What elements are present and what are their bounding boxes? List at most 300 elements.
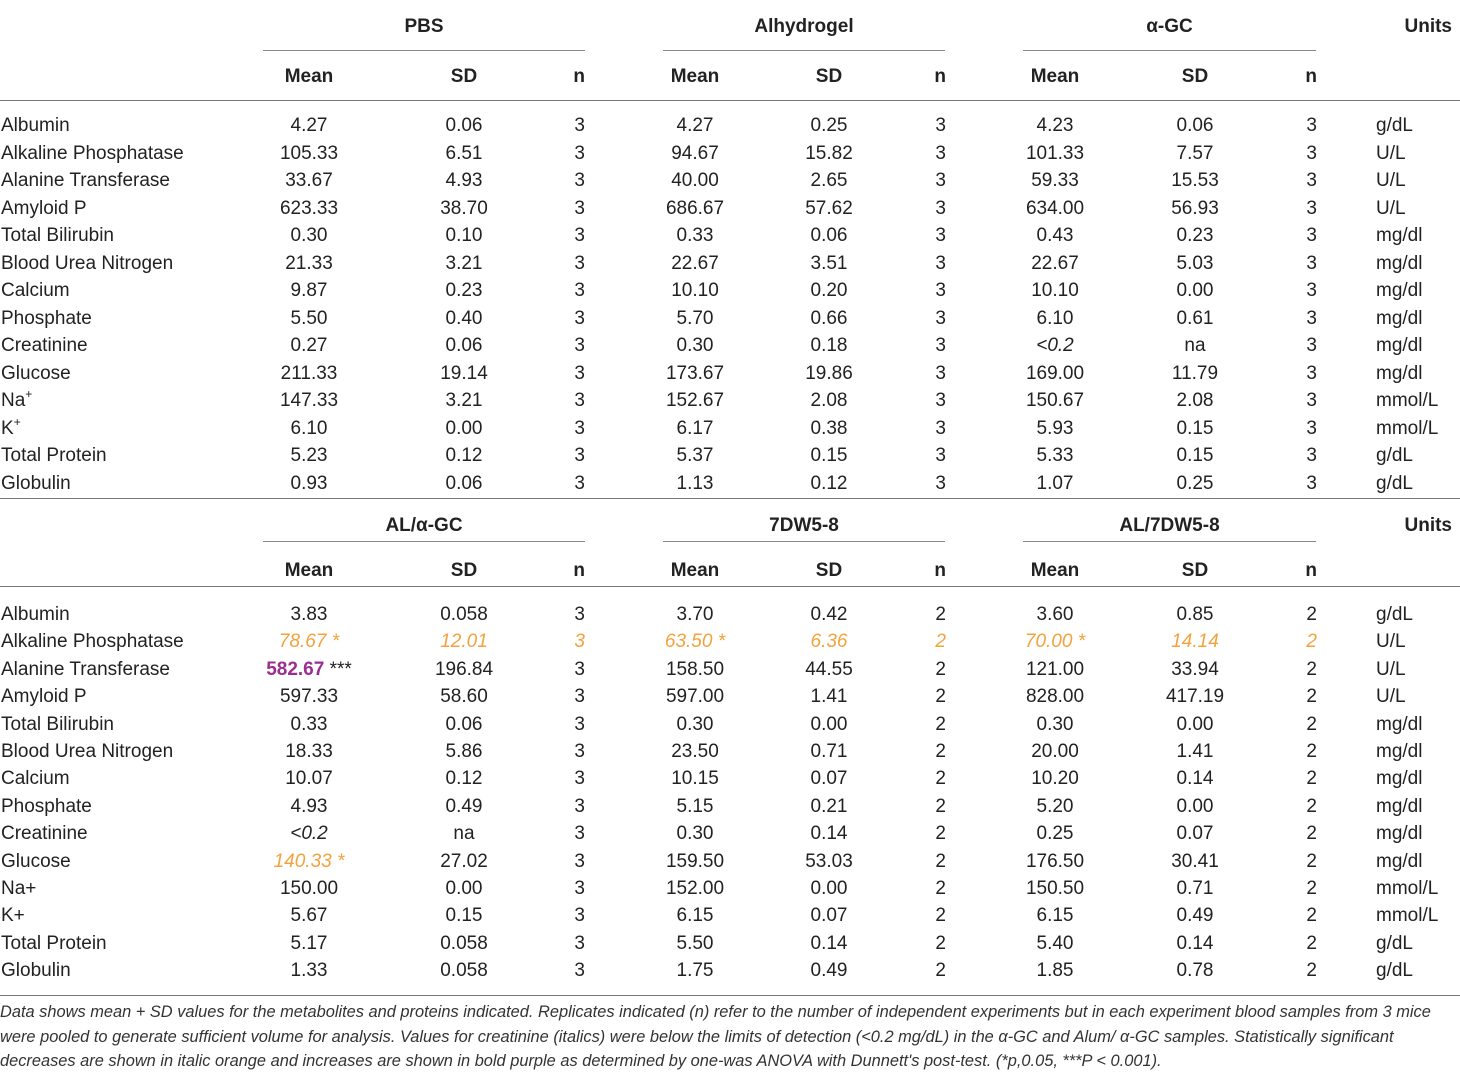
cell-value: 40.00 [671, 170, 719, 191]
cell-value: 5.50 [290, 307, 328, 329]
table-cell [1177, 419, 1214, 438]
cell-value: 2 [935, 878, 946, 899]
table-cell [446, 474, 483, 493]
table-cell [1177, 769, 1214, 788]
cell-value: 3 [1306, 472, 1317, 494]
cell-value: 0.00 [810, 878, 848, 899]
cell-value: 3 [1306, 390, 1317, 411]
table-cell [1026, 199, 1084, 218]
column-header: n [1305, 560, 1317, 581]
row-label [1, 309, 92, 328]
units-cell: mmol/L [1376, 878, 1439, 899]
cell-value: 1.13 [676, 472, 714, 494]
units-cell: mg/dl [1376, 280, 1423, 301]
row-label-text: Total Protein [1, 445, 107, 466]
table-cell [1037, 605, 1074, 624]
group-underline [663, 50, 945, 51]
units-cell: mg/dl [1376, 362, 1423, 384]
column-header: Mean [1030, 66, 1080, 87]
column-header: SD [1181, 66, 1209, 87]
table-cell [291, 336, 328, 355]
cell-value: 44.55 [805, 658, 853, 680]
cell-value: na [453, 823, 475, 845]
cell-value: 2 [935, 795, 946, 817]
units-cell: mg/dl [1376, 795, 1423, 817]
table-cell [677, 446, 714, 465]
cell-value: 2 [935, 658, 946, 680]
row-label-text: Alkaline Phosphatase [1, 142, 184, 164]
cell-value: 2 [1306, 823, 1317, 845]
column-header: SD [450, 66, 478, 87]
cell-value: 2 [935, 960, 946, 982]
table-cell [574, 309, 585, 328]
row-label [1, 852, 71, 871]
cell-value: 3 [935, 225, 946, 246]
column-header: SD [815, 66, 843, 87]
table-cell [1306, 199, 1317, 218]
table-cell [811, 336, 848, 355]
table-cell [291, 961, 328, 980]
table-cell [935, 797, 946, 816]
cell-value: 1.85 [1036, 960, 1074, 982]
cell-value: 10.15 [671, 768, 719, 790]
cell-value: 58.60 [440, 686, 488, 708]
column-header: n [1305, 66, 1317, 87]
cell-value: 30.41 [1171, 850, 1219, 872]
units-cell: mg/dl [1376, 307, 1423, 329]
table-cell [280, 687, 338, 706]
table-cell [291, 934, 328, 953]
table-cell [1026, 852, 1084, 871]
table-cell [1172, 364, 1218, 383]
cell-value: 3 [574, 280, 585, 301]
cell-value: 0.15 [445, 905, 483, 927]
table-cell [671, 144, 719, 163]
row-label-text: Total Bilirubin [1, 225, 114, 246]
units-cell: U/L [1376, 686, 1406, 708]
cell-value: 6.17 [676, 417, 714, 439]
row-label-text: Creatinine [1, 335, 88, 356]
table-cell [1177, 879, 1214, 898]
table-cell [677, 474, 714, 493]
table-cell [280, 199, 338, 218]
row-label [1, 879, 36, 898]
cell-value: 0.30 [1036, 713, 1074, 735]
cell-value: 0.33 [676, 225, 714, 246]
cell-value: 3 [935, 472, 946, 494]
cell-value: 3 [574, 686, 585, 708]
row-label [1, 226, 114, 245]
units-cell: g/dL [1376, 472, 1413, 494]
table-cell [811, 769, 848, 788]
row-label [1, 934, 107, 953]
cell-value: 634.00 [1025, 197, 1085, 219]
table-cell [574, 961, 585, 980]
cell-value: 10.10 [1031, 280, 1079, 301]
cell-value: 2 [1306, 604, 1317, 625]
cell-value: 0.25 [1176, 472, 1214, 494]
group-underline [663, 541, 945, 542]
cell-value: 3 [935, 142, 946, 164]
cell-value: na [1184, 335, 1206, 356]
cell-value: 3.21 [445, 390, 483, 411]
table-cell [291, 116, 328, 135]
cell-value: 0.93 [290, 472, 328, 494]
cell-value: 5.70 [676, 307, 714, 329]
cell-value: 3.51 [810, 252, 848, 274]
table-cell [1037, 797, 1074, 816]
units-cell: g/dL [1376, 115, 1413, 136]
table-cell [280, 391, 338, 410]
table-cell [440, 605, 488, 624]
cell-value: 2 [935, 604, 946, 625]
table-cell [677, 906, 714, 925]
cell-value: 159.50 [665, 850, 725, 872]
cell-value: 3 [574, 604, 585, 625]
cell-value: 2 [1306, 713, 1317, 735]
table-footnote: Data shows mean + SD values for the metabolites and proteins indicated. Replicates indicated (n) refer to the number of independent experiments but in each experiment blood samples from 3 mice were pooled to generate sufficient volume for analysis. Values for creatinine (italics) were below the limits of detection (<0.2 mg/dL) in the α-GC and Alum/ α-GC samples. Statistically significant decreases are shown in italic orange and increases are shown in bold purple as determined by one-was ANOVA with Dunnett's post-test. (*p,0.05, ***P < 0.001). [0, 1003, 1431, 1071]
table-cell [574, 144, 585, 163]
cell-value: 3 [935, 445, 946, 466]
table-cell [935, 446, 946, 465]
table-cell [811, 742, 848, 761]
units-cell: mg/dl [1376, 713, 1423, 735]
table-cell [1177, 144, 1214, 163]
cell-value: 3 [935, 252, 946, 274]
table-cell [1037, 116, 1074, 135]
table-cell [1177, 254, 1214, 273]
cell-value: 3 [935, 115, 946, 136]
cell-value: 5.86 [445, 741, 483, 762]
table-cell [1037, 961, 1074, 980]
table-cell [671, 171, 719, 190]
row-label [1, 687, 87, 706]
header-rule [0, 100, 1460, 101]
table-cell [677, 309, 714, 328]
cell-value: 19.14 [440, 362, 488, 384]
table-cell [1306, 281, 1317, 300]
cell-value: 597.00 [665, 686, 725, 708]
cell-value: 4.27 [290, 115, 328, 136]
table-cell [811, 605, 848, 624]
cell-value: 0.06 [810, 225, 848, 246]
cell-value: 3 [574, 713, 585, 735]
row-label-text: Albumin [1, 115, 70, 136]
table-cell [574, 824, 585, 843]
row-label [1, 414, 21, 439]
cell-value: 140.33 * [273, 850, 345, 872]
units-cell: U/L [1376, 142, 1406, 164]
table-cell [805, 660, 853, 679]
row-label [1, 116, 70, 135]
cell-value: 3 [935, 197, 946, 219]
row-label-text: Blood Urea Nitrogen [1, 741, 174, 762]
cell-value: 15.53 [1171, 170, 1219, 191]
row-label [1, 824, 88, 843]
cell-value: 2.65 [810, 170, 848, 191]
cell-value: 3 [935, 335, 946, 356]
cell-value: 150.67 [1025, 390, 1085, 411]
table-cell [446, 715, 483, 734]
cell-value: 0.00 [445, 878, 483, 899]
table-cell [811, 281, 848, 300]
group-underline [263, 541, 585, 542]
cell-value: 0.66 [810, 307, 848, 329]
table-cell [1037, 419, 1074, 438]
table-cell [446, 391, 483, 410]
table-cell [1306, 144, 1317, 163]
row-label [1, 254, 173, 273]
table-cell [935, 852, 946, 871]
cell-value: 2 [935, 905, 946, 927]
column-header: n [573, 560, 585, 581]
cell-value: 3 [935, 280, 946, 301]
table-cell [671, 742, 719, 761]
table-cell [446, 116, 483, 135]
table-cell [935, 309, 946, 328]
row-label-text: Na [1, 390, 26, 411]
cell-value: 3 [1306, 115, 1317, 136]
table-cell [1306, 879, 1317, 898]
table-cell [935, 769, 946, 788]
table-cell [666, 660, 724, 679]
group-header: PBS [404, 16, 444, 37]
table-cell [1026, 879, 1084, 898]
table-cell [811, 254, 848, 273]
table-cell [446, 144, 483, 163]
cell-value: 3 [935, 362, 946, 384]
cell-value: 3 [935, 170, 946, 191]
table-cell [1306, 660, 1317, 679]
cell-value: 582.67 [266, 658, 325, 680]
table-cell [1177, 934, 1214, 953]
table-cell [1026, 660, 1084, 679]
table-cell [935, 906, 946, 925]
table-cell [677, 336, 714, 355]
table-cell [1306, 116, 1317, 135]
table-cell [574, 281, 585, 300]
table-cell [1306, 364, 1317, 383]
row-label [1, 281, 70, 300]
cell-value: <0.2 [1036, 335, 1074, 356]
column-header: SD [815, 560, 843, 581]
cell-value: 101.33 [1025, 142, 1085, 164]
table-cell [446, 742, 483, 761]
cell-value: 3 [574, 850, 585, 872]
cell-value: 0.23 [1176, 225, 1214, 246]
row-label [1, 364, 71, 383]
table-cell [285, 742, 333, 761]
table-cell [1306, 446, 1317, 465]
table-cell [291, 605, 328, 624]
table-cell [935, 226, 946, 245]
cell-value: 2 [1306, 686, 1317, 708]
cell-value: 38.70 [440, 197, 488, 219]
table-cell [290, 824, 328, 843]
cell-value: 22.67 [671, 252, 719, 274]
cell-value: 2 [935, 823, 946, 845]
table-cell [574, 687, 585, 706]
cell-value: 20.00 [1031, 741, 1079, 762]
cell-value: 3 [1306, 142, 1317, 164]
cell-value: 2 [1306, 768, 1317, 790]
cell-value: 3 [574, 795, 585, 817]
cell-value: 94.67 [671, 142, 719, 164]
cell-value: 2 [1306, 741, 1317, 762]
table-cell [811, 824, 848, 843]
table-cell [446, 226, 483, 245]
table-cell [1177, 797, 1214, 816]
table-cell [1177, 906, 1214, 925]
group-underline [1023, 541, 1316, 542]
cell-value: 0.14 [810, 823, 848, 845]
column-header: n [934, 66, 946, 87]
table-cell [291, 419, 328, 438]
table-cell [805, 852, 853, 871]
table-cell [453, 824, 474, 843]
table-cell [665, 632, 725, 651]
table-cell [811, 934, 848, 953]
table-cell [574, 769, 585, 788]
table-cell [1031, 742, 1079, 761]
cell-value: 2 [1306, 905, 1317, 927]
header-rule [0, 586, 1460, 587]
column-header: n [934, 560, 946, 581]
units-cell: U/L [1376, 658, 1406, 680]
table-cell [1306, 605, 1317, 624]
cell-value: 0.25 [810, 115, 848, 136]
row-label-text: Total Protein [1, 932, 107, 954]
units-cell: mmol/L [1376, 905, 1439, 927]
table-cell [1171, 660, 1219, 679]
cell-value: 147.33 [279, 390, 339, 411]
table-cell [935, 171, 946, 190]
cell-value: 0.40 [445, 307, 483, 329]
table-cell [1171, 171, 1219, 190]
units-cell: U/L [1376, 631, 1406, 653]
units-cell: mg/dl [1376, 823, 1423, 845]
table-cell [446, 281, 483, 300]
table-cell [935, 687, 946, 706]
table-cell [1031, 281, 1079, 300]
table-cell [677, 824, 714, 843]
table-cell [811, 391, 848, 410]
cell-value: 3 [574, 472, 585, 494]
cell-value: 5.03 [1176, 252, 1214, 274]
table-cell [1037, 824, 1074, 843]
cell-value: 19.86 [805, 362, 853, 384]
cell-value: 0.058 [440, 604, 488, 625]
cell-value: 3 [574, 307, 585, 329]
table-cell [574, 116, 585, 135]
cell-value: 5.37 [676, 445, 714, 466]
table-cell [1037, 474, 1074, 493]
cell-value: 3 [574, 115, 585, 136]
cell-value: 3 [574, 960, 585, 982]
table-cell [935, 116, 946, 135]
cell-value: 0.15 [810, 445, 848, 466]
cell-value: 3 [574, 335, 585, 356]
table-cell [446, 419, 483, 438]
cell-value: 3.21 [445, 252, 483, 274]
cell-value: 0.33 [290, 713, 328, 735]
table-cell [574, 632, 585, 651]
table-cell [677, 797, 714, 816]
table-cell [440, 364, 488, 383]
table-block-top [0, 0, 1460, 498]
cell-value: 70.00 * [1024, 631, 1086, 653]
table-cell [935, 281, 946, 300]
cell-value: 12.01 [440, 631, 488, 653]
cell-value: 0.12 [445, 445, 483, 466]
cell-value: 3 [574, 252, 585, 274]
cell-value: 0.06 [445, 713, 483, 735]
table-cell [811, 715, 848, 734]
table-cell [1177, 961, 1214, 980]
row-label [1, 742, 173, 761]
table-cell [435, 660, 493, 679]
table-cell [574, 474, 585, 493]
table-cell [1037, 309, 1074, 328]
cell-value: 23.50 [671, 741, 719, 762]
cell-value: 0.49 [810, 960, 848, 982]
table-cell [1306, 336, 1317, 355]
table-cell [291, 715, 328, 734]
table-cell [291, 226, 328, 245]
row-label-text: Alanine Transferase [1, 658, 170, 680]
table-cell [1177, 742, 1214, 761]
row-label-text: Alkaline Phosphatase [1, 631, 184, 653]
group-header: Alhydrogel [754, 16, 854, 37]
cell-value: 11.79 [1171, 362, 1219, 384]
cell-value: 0.71 [1176, 878, 1214, 899]
table-cell [1026, 144, 1084, 163]
cell-value: 27.02 [440, 850, 488, 872]
units-header: Units [1404, 515, 1452, 536]
cell-value: 2 [935, 713, 946, 735]
significance-marker: *** [324, 658, 352, 680]
table-cell [446, 254, 483, 273]
cell-value: 0.30 [676, 713, 714, 735]
column-header: n [573, 66, 585, 87]
cell-value: 2 [935, 768, 946, 790]
cell-value: 0.85 [1176, 604, 1214, 625]
cell-value: 0.49 [1176, 905, 1214, 927]
cell-value: 3 [574, 932, 585, 954]
table-cell [574, 797, 585, 816]
table-cell [935, 336, 946, 355]
cell-value: 3.70 [676, 604, 714, 625]
cell-value: 0.18 [810, 335, 848, 356]
table-cell [677, 961, 714, 980]
table-cell [677, 715, 714, 734]
table-cell [574, 336, 585, 355]
column-header: SD [450, 560, 478, 581]
units-cell: mg/dl [1376, 850, 1423, 872]
row-label [1, 171, 170, 190]
units-cell: g/dL [1376, 445, 1413, 466]
table-cell [1177, 715, 1214, 734]
footnote-rule [0, 995, 1460, 996]
cell-value: 152.00 [665, 878, 725, 899]
group-header: AL/7DW5-8 [1119, 515, 1220, 536]
ion-charge-superscript: + [25, 387, 33, 401]
cell-value: 0.06 [1176, 115, 1214, 136]
table-cell [280, 144, 338, 163]
row-label [1, 906, 25, 925]
table-cell [446, 309, 483, 328]
table-cell [446, 906, 483, 925]
